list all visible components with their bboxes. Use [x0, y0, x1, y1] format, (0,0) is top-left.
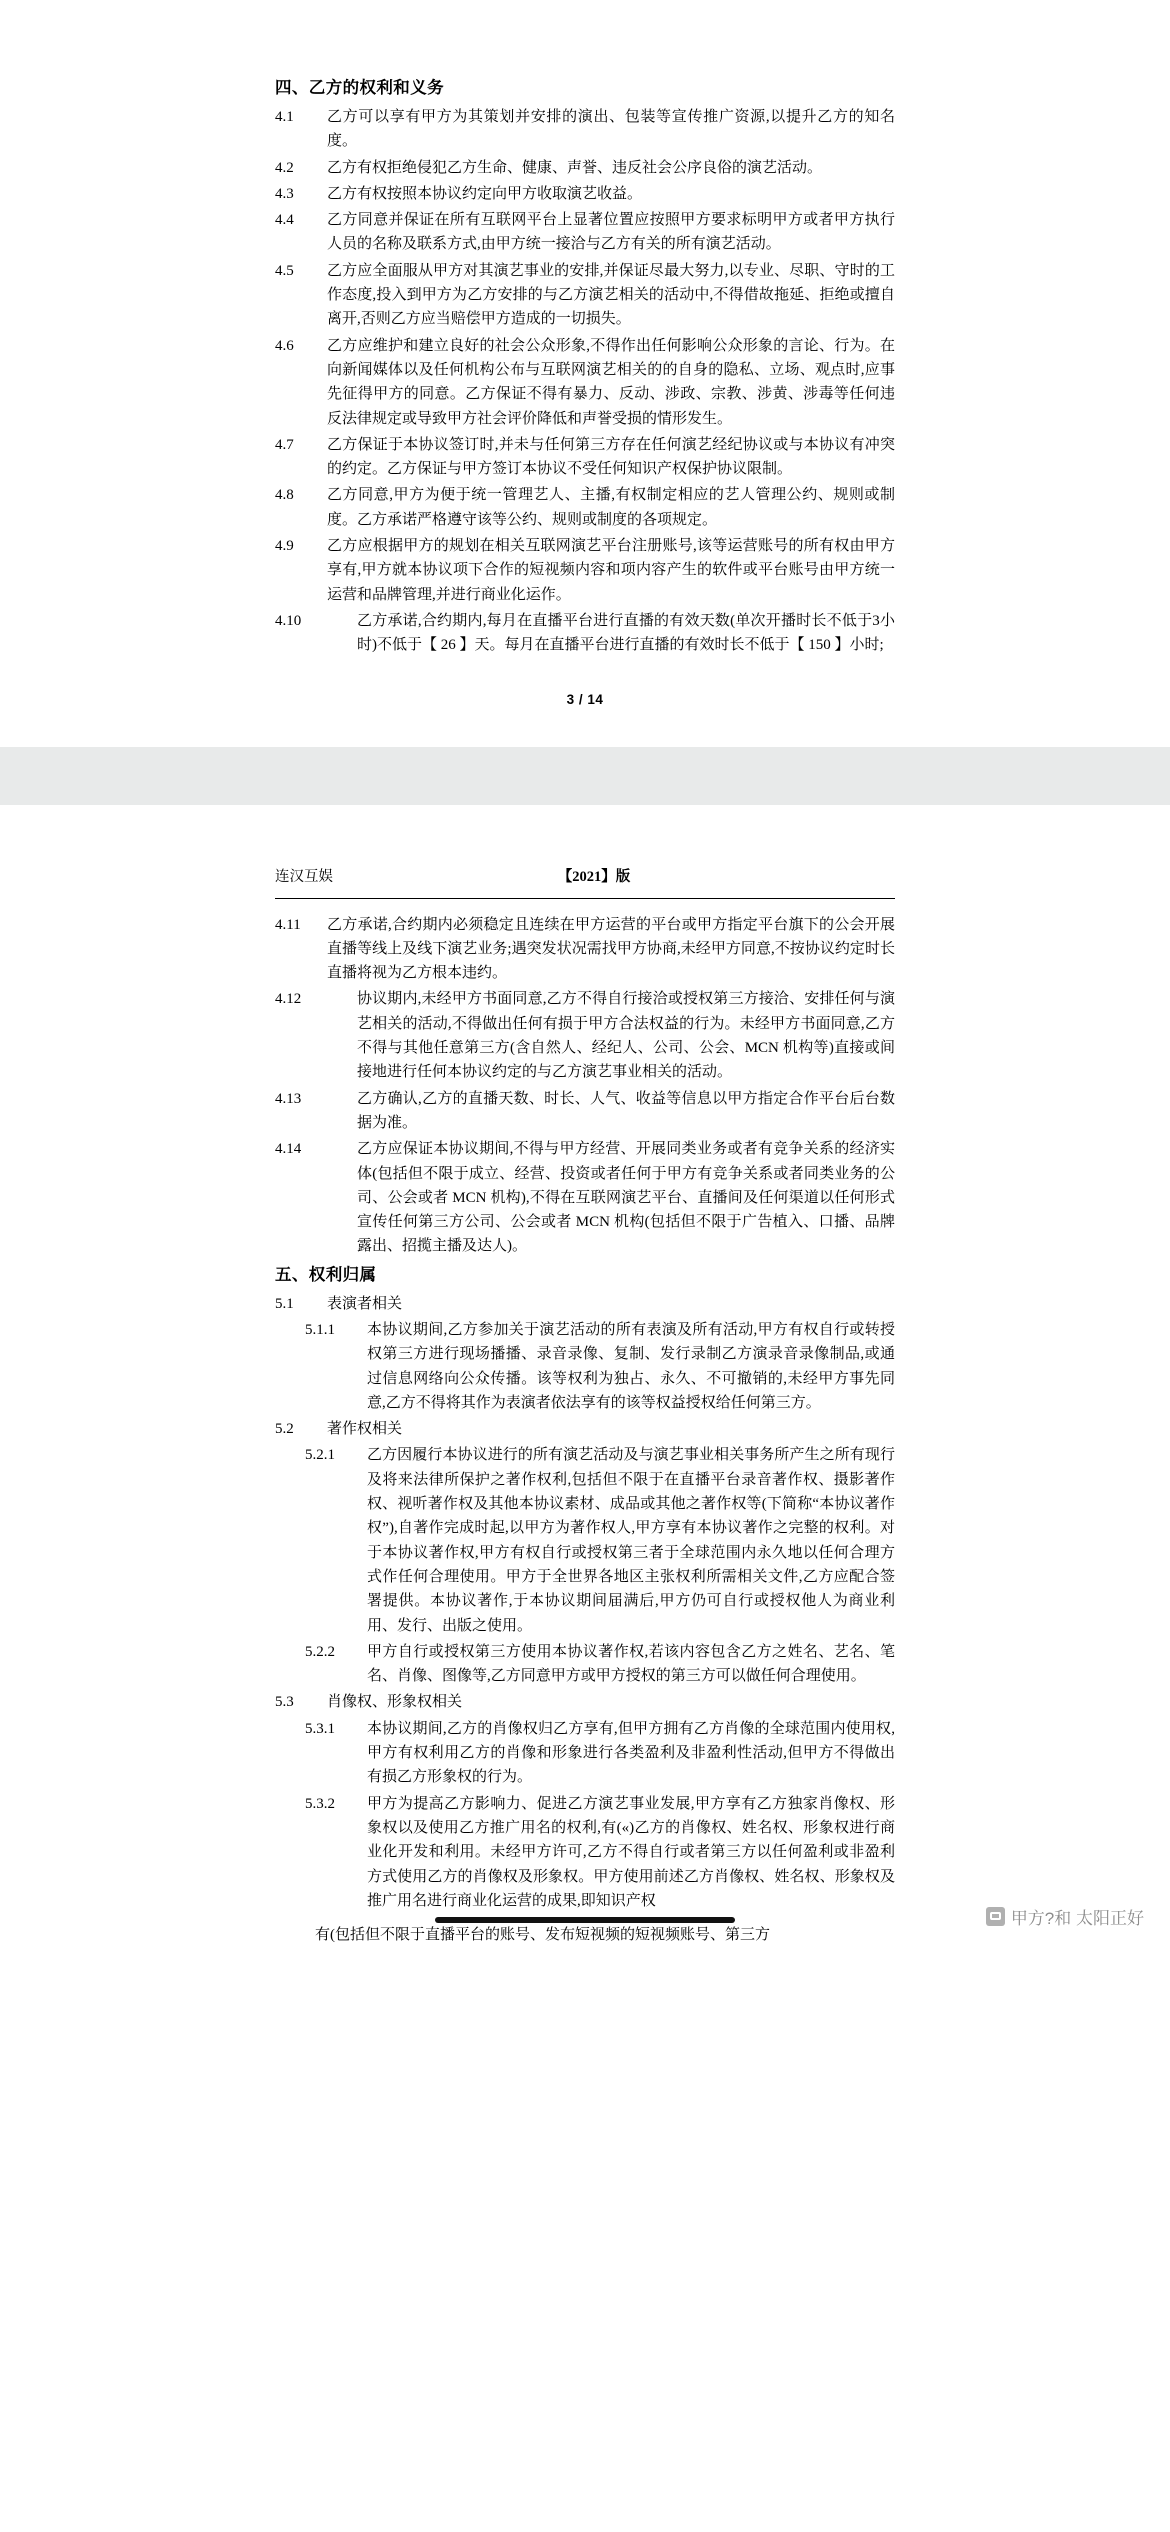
header-version: 【2021】版 — [557, 868, 631, 885]
clause-text: 甲方自行或授权第三方使用本协议著作权,若该内容包含乙方之姓名、艺名、笔名、肖像、图像等,乙方同意甲方或甲方授权的第三方可以做任何合理使用。 — [367, 1643, 895, 1685]
clause-text: 乙方应根据甲方的规划在相关互联网演艺平台注册账号,该等运营账号的所有权由甲方享有,甲方就本协议项下合作的短视频内容和项内容产生的软件或平台账号由甲方统一运营和品牌管理,并进行商业化运作。 — [327, 538, 895, 603]
clause-5-2-1 — [275, 1443, 895, 1637]
clause-4-7 — [275, 433, 895, 482]
clause-number: 4.5 — [275, 262, 294, 279]
clause-number: 4.8 — [275, 487, 294, 504]
page-separator — [0, 747, 1170, 805]
clause-number: 5.1.1 — [305, 1321, 335, 1338]
subsection-number: 5.3 — [275, 1694, 294, 1711]
clause-text: 乙方确认,乙方的直播天数、时长、人气、收益等信息以甲方指定合作平台后台数据为准。 — [357, 1090, 895, 1131]
subsection-5-1 — [275, 1292, 895, 1316]
clause-4-8 — [275, 483, 895, 532]
page-title: 四、乙方的权利和义务 — [275, 79, 444, 97]
clause-number: 4.7 — [275, 436, 294, 453]
clause-number: 4.10 — [275, 612, 302, 629]
clause-text: 甲方为提高乙方影响力、促进乙方演艺事业发展,甲方享有乙方独家肖像权、形象权以及使用乙方推广用名的权利,有(«)乙方的肖像权、姓名权、形象权进行商业化开发和利用。未经甲方许可,乙方不得自行或者第三方以任何盈利或非盈利方式使用乙方的肖像权及形象权。甲方使用前述乙方肖像权、姓名权、形象权及推广用名进行商业化运营的成果,即知识产权 — [367, 1795, 895, 1909]
clause-number: 4.4 — [275, 212, 294, 229]
clause-number: 5.3.1 — [305, 1720, 335, 1737]
subsection-title: 著作权相关 — [327, 1421, 403, 1438]
clause-number: 4.2 — [275, 159, 294, 176]
clause-text: 乙方应全面服从甲方对其演艺事业的安排,并保证尽最大努力,以专业、尽职、守时的工作态度,投入到甲方为乙方安排的与乙方演艺相关的活动中,不得借故拖延、拒绝或擅自离开,否则乙方应当赔偿甲方造成的一切损失。 — [327, 262, 895, 328]
clause-number: 4.14 — [275, 1141, 302, 1158]
clause-text: 乙方承诺,合约期内必须稳定且连续在甲方运营的平台或甲方指定平台旗下的公会开展直播等线上及线下演艺业务;遇突发状况需找甲方协商,未经甲方同意,不按协议约定时长直播将视为乙方根本违约。 — [327, 916, 895, 982]
clause-4-13 — [275, 1087, 895, 1136]
clause-4-9 — [275, 534, 895, 607]
section-title-rights: 五、权利归属 — [275, 1265, 377, 1284]
subsection-number: 5.2 — [275, 1421, 294, 1438]
clause-number: 4.12 — [275, 991, 302, 1008]
subsection-number: 5.1 — [275, 1295, 294, 1312]
subsection-5-2 — [275, 1417, 895, 1441]
zhihu-logo-icon — [986, 1907, 1005, 1926]
clause-4-3 — [275, 182, 895, 206]
clause-text: 乙方承诺,合约期内,每月在直播平台进行直播的有效天数(单次开播时长不低于3小时)不低于【 26 】天。每月在直播平台进行直播的有效时长不低于【 150 】小时; — [357, 612, 895, 654]
clause-4-5 — [275, 259, 895, 332]
subsection-title: 肖像权、形象权相关 — [327, 1694, 463, 1711]
clause-text: 协议期内,未经甲方书面同意,乙方不得自行接洽或授权第三方接洽、安排任何与演艺相关的活动,不得做出任何有损于甲方合法权益的行为。未经甲方书面同意,乙方不得与其他任意第三方(含自然人、经纪人、公司、公会、MCN 机构等)直接或间接地进行任何本协议约定的与乙方演艺事业相关的活动。 — [357, 991, 895, 1081]
clause-number: 5.2.1 — [305, 1447, 335, 1464]
clause-text: 本协议期间,乙方参加关于演艺活动的所有表演及所有活动,甲方有权自行或转授权第三方进行现场播播、录音录像、复制、发行录制乙方演录音录像制品,或通过信息网络向公众传播。该等权利为独占、永久、不可撤销的,未经甲方事先同意,乙方不得将其作为表演者依法享有的该等权益授权给任何第三方。 — [367, 1321, 895, 1411]
watermark-text: 甲方?和 太阳正好 — [1010, 1909, 1144, 1929]
clause-number: 5.2.2 — [305, 1643, 335, 1660]
clause-5-3-1 — [275, 1717, 895, 1790]
clause-text: 乙方有权按照本协议约定向甲方收取演艺收益。 — [327, 185, 643, 202]
clause-text: 乙方有权拒绝侵犯乙方生命、健康、声誉、违反社会公序良俗的演艺活动。 — [327, 159, 823, 176]
clause-number: 4.6 — [275, 337, 294, 354]
clause-number: 4.3 — [275, 185, 294, 202]
clause-4-12 — [275, 987, 895, 1084]
clause-text: 乙方保证于本协议签订时,并未与任何第三方存在任何演艺经纪协议或与本协议有冲突的约定。乙方保证与甲方签订本协议不受任何知识产权保护协议限制。 — [327, 436, 895, 478]
clause-5-2-2 — [275, 1640, 895, 1689]
clause-number: 5.3.2 — [305, 1795, 335, 1812]
header-company: 连汉互娱 — [275, 868, 333, 885]
page-header — [275, 865, 895, 886]
clause-text: 乙方同意,甲方为便于统一管理艺人、主播,有权制定相应的艺人管理公约、规则或制度。乙方承诺严格遵守该等公约、规则或制度的各项规定。 — [327, 487, 895, 528]
clause-text: 有(包括但不限于直播平台的账号、发布短视频的短视频账号、第三方 — [315, 1927, 770, 1944]
clause-5-1-1 — [275, 1318, 895, 1415]
header-divider — [275, 898, 895, 899]
clause-text: 乙方因履行本协议进行的所有演艺活动及与演艺事业相关事务所产生之所有现行及将来法律所保护之著作权利,包括但不限于在直播平台录音著作权、摄影著作权、视听著作权及其他本协议素材、成品或其他之著作权等(下简称“本协议著作权”),自著作完成时起,以甲方为著作权人,甲方享有本协议著作之完整的权利。对于本协议著作权,甲方有权自行或授权第三者于全球范围内永久地以任何合理方式作任何合理使用。甲方于全世界各地区主张权利所需相关文件,乙方应配合签署提供。本协议著作,于本协议期间届满后,甲方仍可自行或授权他人为商业利用、发行、出版之使用。 — [367, 1447, 895, 1634]
clause-number: 4.13 — [275, 1090, 302, 1107]
clause-continuation — [275, 1923, 895, 1943]
clause-4-10 — [275, 609, 895, 658]
clause-4-6 — [275, 334, 895, 431]
clause-text: 乙方应保证本协议期间,不得与甲方经营、开展同类业务或者有竞争关系的经济实体(包括但不限于成立、经营、投资或者任何于甲方有竞争关系或者同类业务的公司、公会或者 MCN 机构),不得在互联网演艺平台、直播间及任何渠道以任何形式宣传任何第三方公司、公会或者 MCN 机构(包括但不限于广告植入、口播、品牌露出、招揽主播及达人)。 — [357, 1141, 895, 1255]
page-number: 3 / 14 — [566, 691, 604, 707]
clause-text: 本协议期间,乙方的肖像权归乙方享有,但甲方拥有乙方肖像的全球范围内使用权,甲方有权利用乙方的肖像和形象进行各类盈利及非盈利性活动,但甲方不得做出有损乙方形象权的行为。 — [367, 1720, 895, 1786]
clause-number: 4.11 — [275, 916, 301, 933]
clause-text: 乙方可以享有甲方为其策划并安排的演出、包装等宣传推广资源,以提升乙方的知名度。 — [327, 109, 895, 150]
clause-number: 4.1 — [275, 109, 294, 125]
clause-4-1 — [275, 105, 895, 154]
clause-4-4 — [275, 208, 895, 257]
clause-text: 乙方应维护和建立良好的社会公众形象,不得作出任何影响公众形象的言论、行为。在向新闻媒体以及任何机构公布与互联网演艺相关的的自身的隐私、立场、观点时,应事先征得甲方的同意。乙方保证不得有暴力、反动、涉政、宗教、涉黄、涉毒等任何违反法律规定或导致甲方社会评价降低和声誉受损的情形发生。 — [327, 337, 895, 427]
clause-4-14 — [275, 1137, 895, 1258]
document-page-1 — [0, 0, 1170, 747]
page-1-content — [275, 74, 895, 707]
clause-4-11 — [275, 913, 895, 986]
subsection-title: 表演者相关 — [327, 1295, 403, 1312]
clause-text: 乙方同意并保证在所有互联网平台上显著位置应按照甲方要求标明甲方或者甲方执行人员的名称及联系方式,由甲方统一接洽与乙方有关的所有演艺活动。 — [327, 212, 895, 253]
subsection-5-3 — [275, 1690, 895, 1714]
watermark — [986, 1904, 1144, 1929]
clause-4-2 — [275, 156, 895, 180]
clause-5-3-2 — [275, 1792, 895, 1913]
document-page-2 — [0, 805, 1170, 1944]
clause-number: 4.9 — [275, 538, 294, 555]
page-2-content — [275, 913, 895, 1944]
